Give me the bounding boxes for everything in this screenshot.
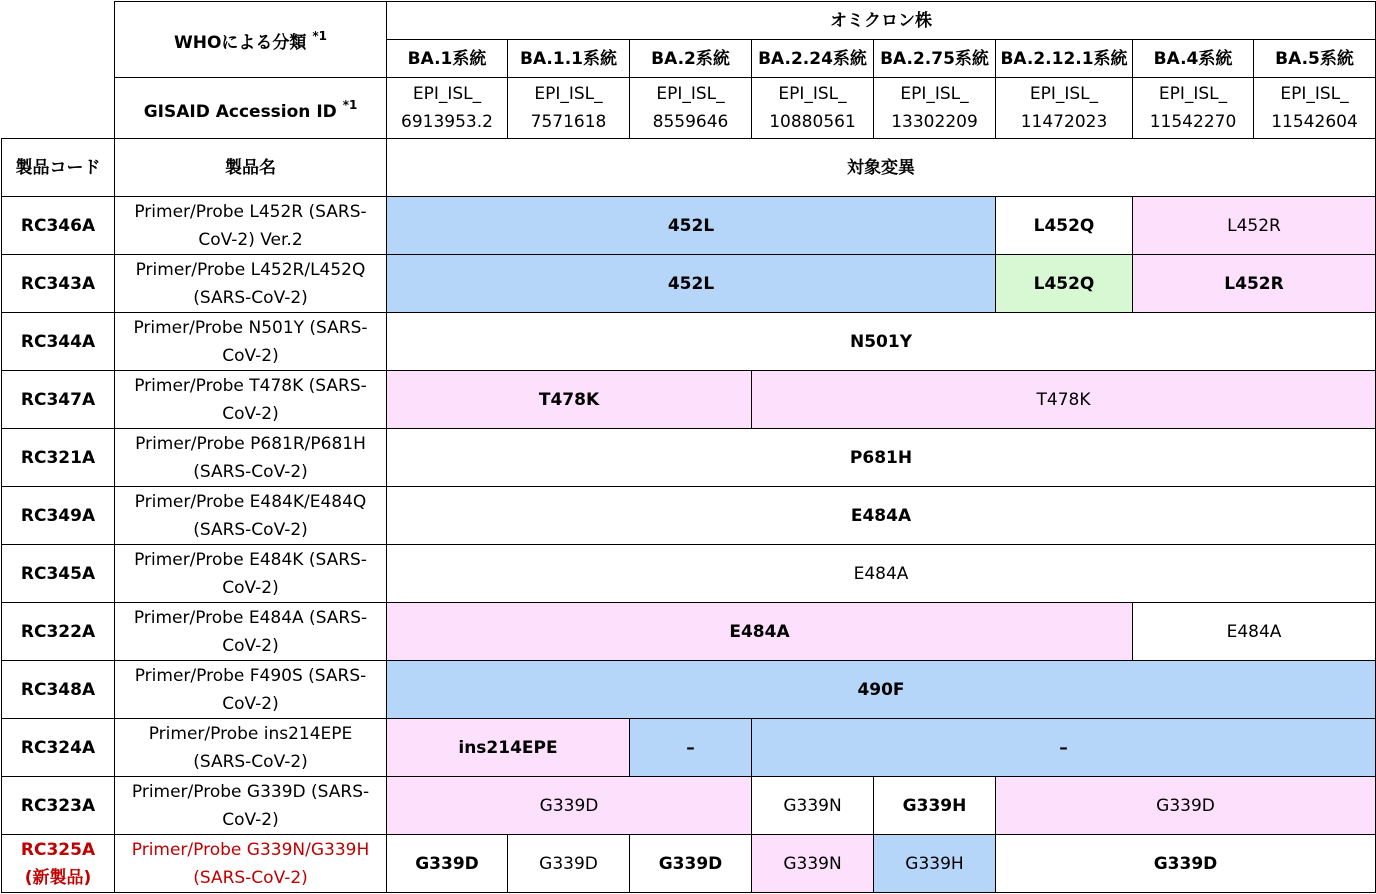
target-mutation-cell: G339D bbox=[387, 777, 752, 835]
column-header-row bbox=[2, 139, 1376, 197]
cell-line: EPI_ISL_ bbox=[656, 84, 725, 104]
lineage-header: BA.5系統 bbox=[1254, 40, 1376, 78]
gisaid-label: GISAID Accession ID bbox=[143, 101, 337, 122]
accession-id-cell bbox=[1133, 78, 1254, 139]
target-mutation-cell: – bbox=[630, 719, 752, 777]
product-code-cell: RC346A bbox=[2, 197, 115, 255]
product-code-cell: RC324A bbox=[2, 719, 115, 777]
cell-line: 13302209 bbox=[891, 112, 978, 132]
target-mutation-cell: G339D bbox=[387, 835, 508, 893]
product-code-cell: RC344A bbox=[2, 313, 115, 371]
cell-line: (SARS-CoV-2) bbox=[193, 287, 308, 308]
target-mutation-cell: G339H bbox=[874, 835, 996, 893]
cell-line: Primer/Probe G339D (SARS- bbox=[131, 781, 370, 802]
target-mutation-cell: T478K bbox=[752, 371, 1376, 429]
product-name-cell bbox=[115, 545, 387, 603]
cell-line: Primer/Probe P681R/P681H bbox=[135, 433, 366, 454]
product-code-cell: RC343A bbox=[2, 255, 115, 313]
footnote-mark: *1 bbox=[312, 29, 327, 43]
accession-row bbox=[2, 78, 1376, 139]
cell-line: (SARS-CoV-2) bbox=[193, 751, 308, 772]
table-body bbox=[2, 2, 1376, 893]
cell-line: Primer/Probe N501Y (SARS- bbox=[133, 317, 368, 338]
cell-line: (SARS-CoV-2) bbox=[193, 519, 308, 540]
lineage-header: BA.2.75系統 bbox=[874, 40, 996, 78]
lineage-header: BA.4系統 bbox=[1133, 40, 1254, 78]
cell-line: Primer/Probe E484K (SARS- bbox=[134, 549, 367, 570]
product-code-cell: RC321A bbox=[2, 429, 115, 487]
target-mutation-cell: L452Q bbox=[996, 197, 1133, 255]
footnote-mark-2: *1 bbox=[342, 97, 358, 112]
cell-line: 10880561 bbox=[769, 112, 856, 132]
product-name-cell bbox=[115, 661, 387, 719]
table-row bbox=[2, 487, 1376, 545]
accession-id-cell bbox=[874, 78, 996, 139]
cell-line: EPI_ISL_ bbox=[534, 84, 603, 104]
table-row bbox=[2, 197, 1376, 255]
target-mutation-cell: 452L bbox=[387, 197, 996, 255]
target-mutation-cell: G339D bbox=[996, 835, 1376, 893]
target-mutation-cell: 452L bbox=[387, 255, 996, 313]
accession-id-cell bbox=[387, 78, 508, 139]
lineage-header: BA.2.12.1系統 bbox=[996, 40, 1133, 78]
table-row bbox=[2, 545, 1376, 603]
cell-line: EPI_ISL_ bbox=[1158, 84, 1228, 104]
accession-id-cell bbox=[630, 78, 752, 139]
product-name-cell bbox=[115, 603, 387, 661]
lineage-header: BA.2系統 bbox=[630, 40, 752, 78]
target-mutation-cell: E484A bbox=[387, 487, 1376, 545]
cell-line: (SARS-CoV-2) bbox=[193, 461, 308, 482]
cell-line: 8559646 bbox=[652, 112, 729, 132]
target-mutation-cell: G339D bbox=[630, 835, 752, 893]
target-mutation-cell: G339N bbox=[752, 835, 874, 893]
cell-line: EPI_ISL_ bbox=[900, 84, 969, 104]
product-code-cell: RC348A bbox=[2, 661, 115, 719]
cell-line: Primer/Probe ins214EPE bbox=[148, 723, 353, 744]
product-name-cell bbox=[115, 719, 387, 777]
header-row-who bbox=[2, 2, 1376, 40]
table-row bbox=[2, 429, 1376, 487]
omicron-header: オミクロン株 bbox=[387, 2, 1376, 40]
product-code-cell bbox=[2, 835, 115, 893]
cell-line: CoV-2) bbox=[222, 635, 279, 656]
product-name-cell bbox=[115, 835, 387, 893]
accession-id-cell bbox=[1254, 78, 1376, 139]
target-mutation-cell: E484A bbox=[1133, 603, 1376, 661]
cell-line: 11542604 bbox=[1271, 112, 1358, 132]
cell-line: Primer/Probe E484K/E484Q bbox=[134, 491, 367, 512]
cell-line: (新製品) bbox=[24, 867, 92, 888]
product-name-cell bbox=[115, 487, 387, 545]
cell-line: EPI_ISL_ bbox=[1029, 84, 1099, 104]
product-code-cell: RC322A bbox=[2, 603, 115, 661]
cell-line: CoV-2) Ver.2 bbox=[198, 229, 303, 250]
product-code-cell: RC347A bbox=[2, 371, 115, 429]
target-mutation-cell: 490F bbox=[387, 661, 1376, 719]
target-mutation-cell: – bbox=[752, 719, 1376, 777]
table-row bbox=[2, 835, 1376, 893]
cell-line: CoV-2) bbox=[222, 809, 279, 830]
target-mutation-cell: G339N bbox=[752, 777, 874, 835]
table-row bbox=[2, 371, 1376, 429]
product-name-header: 製品名 bbox=[115, 139, 387, 197]
target-mutation-cell: ins214EPE bbox=[387, 719, 630, 777]
accession-id-cell bbox=[752, 78, 874, 139]
cell-line: 11542270 bbox=[1149, 112, 1237, 132]
lineage-header: BA.1系統 bbox=[387, 40, 508, 78]
product-name-cell bbox=[115, 777, 387, 835]
table-row bbox=[2, 313, 1376, 371]
cell-line: EPI_ISL_ bbox=[1280, 84, 1349, 104]
target-mutation-cell: G339D bbox=[996, 777, 1376, 835]
target-mutation-cell: L452R bbox=[1133, 255, 1376, 313]
target-mutation-cell: E484A bbox=[387, 603, 1133, 661]
who-classification-header bbox=[115, 2, 387, 78]
cell-line: Primer/Probe G339N/G339H bbox=[131, 839, 370, 860]
cell-line: CoV-2) bbox=[222, 403, 279, 424]
target-mutation-header: 対象変異 bbox=[387, 139, 1376, 197]
cell-line: Primer/Probe E484A (SARS- bbox=[133, 607, 368, 628]
accession-id-cell bbox=[996, 78, 1133, 139]
cell-line: CoV-2) bbox=[222, 345, 279, 366]
cell-line: 7571618 bbox=[530, 112, 607, 132]
cell-line: 11472023 bbox=[1020, 112, 1108, 132]
lineage-header: BA.2.24系統 bbox=[752, 40, 874, 78]
variant-target-table bbox=[1, 1, 1376, 893]
cell-line: Primer/Probe F490S (SARS- bbox=[134, 665, 367, 686]
target-mutation-cell: E484A bbox=[387, 545, 1376, 603]
cell-line: Primer/Probe L452R (SARS- bbox=[134, 201, 367, 222]
cell-line: RC325A bbox=[20, 839, 96, 860]
cell-line: Primer/Probe T478K (SARS- bbox=[134, 375, 367, 396]
target-mutation-cell: T478K bbox=[387, 371, 752, 429]
product-name-cell bbox=[115, 197, 387, 255]
table-row bbox=[2, 603, 1376, 661]
product-name-cell bbox=[115, 255, 387, 313]
product-code-cell: RC323A bbox=[2, 777, 115, 835]
product-name-cell bbox=[115, 371, 387, 429]
accession-id-cell bbox=[508, 78, 630, 139]
cell-line: EPI_ISL_ bbox=[412, 84, 482, 104]
target-mutation-cell: N501Y bbox=[387, 313, 1376, 371]
gisaid-header bbox=[115, 78, 387, 139]
table-row bbox=[2, 255, 1376, 313]
cell-line: CoV-2) bbox=[222, 577, 279, 598]
target-mutation-cell: P681H bbox=[387, 429, 1376, 487]
target-mutation-cell: L452R bbox=[1133, 197, 1376, 255]
cell-line: (SARS-CoV-2) bbox=[193, 867, 308, 888]
product-name-cell bbox=[115, 429, 387, 487]
target-mutation-cell: G339D bbox=[508, 835, 630, 893]
table-row bbox=[2, 719, 1376, 777]
cell-line: EPI_ISL_ bbox=[778, 84, 847, 104]
who-label: WHOによる分類 bbox=[174, 33, 307, 53]
corner-cell bbox=[2, 2, 115, 139]
product-code-header: 製品コード bbox=[2, 139, 115, 197]
product-code-cell: RC345A bbox=[2, 545, 115, 603]
product-name-cell bbox=[115, 313, 387, 371]
cell-line: Primer/Probe L452R/L452Q bbox=[135, 259, 366, 280]
product-code-cell: RC349A bbox=[2, 487, 115, 545]
table-row bbox=[2, 661, 1376, 719]
lineage-header: BA.1.1系統 bbox=[508, 40, 630, 78]
table-row bbox=[2, 777, 1376, 835]
target-mutation-cell: G339H bbox=[874, 777, 996, 835]
cell-line: 6913953.2 bbox=[401, 112, 493, 132]
target-mutation-cell: L452Q bbox=[996, 255, 1133, 313]
cell-line: CoV-2) bbox=[222, 693, 279, 714]
